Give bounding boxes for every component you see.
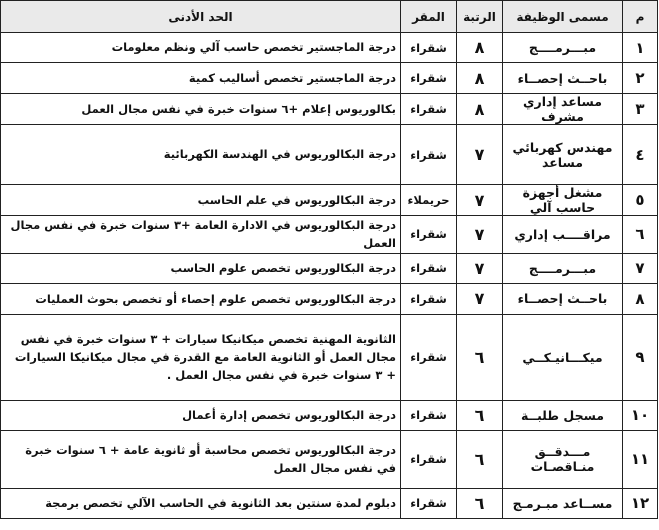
job-rank: ٨ [457,94,503,125]
table-row [1,430,658,488]
job-hq: شقراء [401,63,457,94]
table-row [1,400,658,430]
job-hq: شقراء [401,400,457,430]
row-num: ١١ [623,430,658,488]
job-requirement: درجة الماجستير تخصص أساليب كمية [1,63,401,94]
job-hq: شقراء [401,488,457,518]
job-rank: ٦ [457,314,503,400]
table-row [1,125,658,185]
table-row [1,283,658,314]
row-num: ١٠ [623,400,658,430]
job-requirement: درجة الماجستير تخصص حاسب آلي ونظم معلومات [1,33,401,63]
row-num: ٢ [623,63,658,94]
job-requirement: بكالوريوس إعلام +٦ سنوات خبرة في نفس مجال العمل [1,94,401,125]
job-title: باحــث إحصــاء [503,63,623,94]
header-row [1,1,658,33]
job-title: مشغل أجهزة حاسب آلي [503,185,623,216]
header-title: مسمى الوظيفة [503,1,623,33]
row-num: ٦ [623,216,658,254]
job-hq: شقراء [401,430,457,488]
job-title: مـــدقــق منـاقصـات [503,430,623,488]
job-hq: شقراء [401,314,457,400]
table-row [1,216,658,254]
job-hq: حريملاء [401,185,457,216]
row-num: ٤ [623,125,658,185]
job-rank: ٧ [457,283,503,314]
job-hq: شقراء [401,253,457,283]
job-requirement: درجة البكالوريوس في الادارة العامة +٣ سنوات خبرة في نفس مجال العمل [1,216,401,254]
job-title: مســاعد مبـرمـج [503,488,623,518]
table-row [1,253,658,283]
job-rank: ٦ [457,488,503,518]
job-requirement: درجة البكالوريوس تخصص محاسبة أو ثانوية عامة + ٦ سنوات خبرة في نفس مجال العمل [1,430,401,488]
job-hq: شقراء [401,216,457,254]
job-title: باحــث إحصــاء [503,283,623,314]
header-num: م [623,1,658,33]
row-num: ٧ [623,253,658,283]
header-rank: الرتبة [457,1,503,33]
row-num: ٣ [623,94,658,125]
table-row [1,488,658,518]
job-rank: ٨ [457,63,503,94]
row-num: ١٢ [623,488,658,518]
table-row [1,63,658,94]
job-hq: شقراء [401,125,457,185]
job-requirement: درجة البكالوريوس في علم الحاسب [1,185,401,216]
job-hq: شقراء [401,283,457,314]
job-requirement: دبلوم لمدة سنتين بعد الثانوية في الحاسب الآلي تخصص برمجة [1,488,401,518]
job-requirement: الثانوية المهنية تخصص ميكانيكا سيارات + ٣ سنوات خبرة في نفس مجال العمل أو الثانوية العامة مع القدرة في مجال ميكانيكا السيارات + ٣ سنوات خبرة في نفس مجال العمل . [1,314,401,400]
table-row [1,33,658,63]
header-req: الحد الأدنى [1,1,401,33]
job-requirement: درجة البكالوريوس تخصص إدارة أعمال [1,400,401,430]
job-requirement: درجة البكالوريوس تخصص علوم الحاسب [1,253,401,283]
job-requirement: درجة البكالوريوس تخصص علوم إحصاء أو تخصص بحوث العمليات [1,283,401,314]
job-hq: شقراء [401,94,457,125]
job-rank: ٧ [457,216,503,254]
job-rank: ٨ [457,33,503,63]
job-title: مسجل طلبــة [503,400,623,430]
job-title: مهندس كهربائي مساعد [503,125,623,185]
job-title: ميكـــانيـكــي [503,314,623,400]
job-rank: ٧ [457,185,503,216]
row-num: ١ [623,33,658,63]
job-title: مبـــرمــــج [503,253,623,283]
job-hq: شقراء [401,33,457,63]
table-row [1,94,658,125]
job-rank: ٧ [457,125,503,185]
row-num: ٥ [623,185,658,216]
row-num: ٨ [623,283,658,314]
job-title: مبـــرمــــج [503,33,623,63]
job-requirement: درجة البكالوريوس في الهندسة الكهربائية [1,125,401,185]
job-title: مراقــــب إداري [503,216,623,254]
job-rank: ٧ [457,253,503,283]
job-rank: ٦ [457,400,503,430]
job-rank: ٦ [457,430,503,488]
job-title: مساعد إداري مشرف [503,94,623,125]
table-row [1,314,658,400]
table-row [1,185,658,216]
row-num: ٩ [623,314,658,400]
header-hq: المقر [401,1,457,33]
